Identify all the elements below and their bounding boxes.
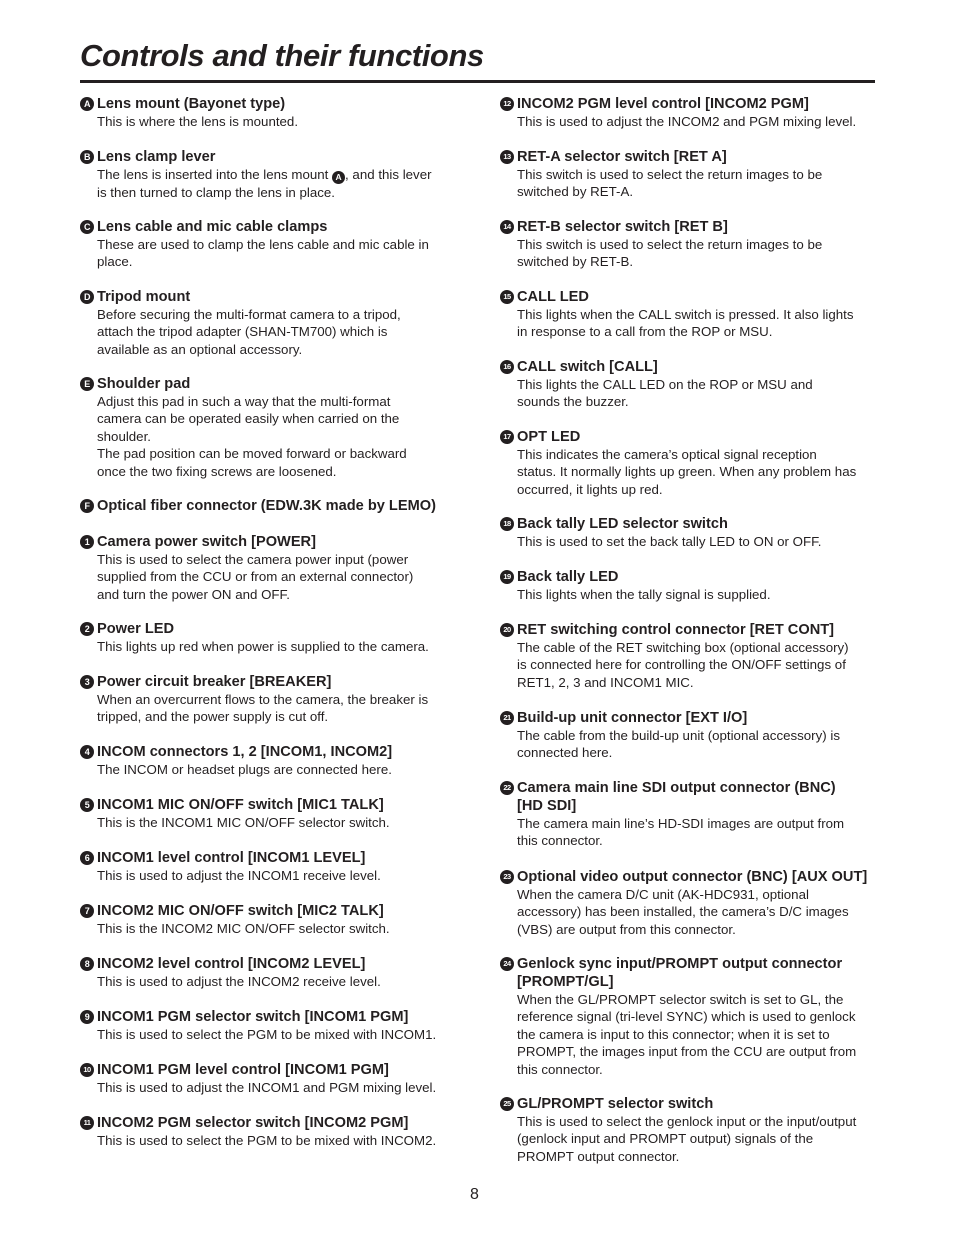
control-heading [500, 568, 885, 586]
control-description: This is used to select the PGM to be mixed with INCOM1. [97, 1027, 437, 1042]
control-heading-text: GL/PROMPT selector switch [517, 1096, 714, 1112]
item-number-badge: 14 [500, 220, 514, 234]
control-heading-text: RET switching control connector [RET CONT] [517, 622, 835, 638]
control-entry [80, 620, 465, 655]
control-heading-text: Power circuit breaker [BREAKER] [97, 674, 332, 690]
control-heading [80, 148, 465, 166]
control-description: The INCOM or headset plugs are connected here. [97, 762, 392, 777]
item-number-badge: 13 [500, 150, 514, 164]
item-number-badge: 6 [80, 851, 94, 865]
control-heading [80, 796, 465, 814]
control-entry [80, 1061, 465, 1096]
control-heading [500, 955, 885, 991]
control-description: This is used to select the PGM to be mixed with INCOM2. [97, 1133, 437, 1148]
control-heading [500, 515, 885, 533]
control-entry [500, 568, 885, 603]
control-entry [80, 1114, 465, 1149]
control-entry [80, 902, 465, 937]
item-number-badge: 2 [80, 622, 94, 636]
item-number-badge: F [80, 499, 94, 513]
item-number-badge: C [80, 220, 94, 234]
item-number-badge: 18 [500, 517, 514, 531]
control-description: This lights the CALL LED on the ROP or MSU and sounds the buzzer. [517, 377, 813, 410]
control-description: When the GL/PROMPT selector switch is set to GL, the reference signal (tri-level SYNC) which is used to genlock the camera is input to this connector; when it is set to PROMPT, the images input from the CCU are output from this connector. [517, 992, 857, 1077]
control-heading-text: Back tally LED selector switch [517, 516, 728, 532]
control-heading [80, 375, 465, 393]
control-entry [500, 95, 885, 130]
control-description: The cable of the RET switching box (optional accessory) is connected here for controlling the ON/OFF settings of RET1, 2, 3 and INCOM1 MIC. [517, 640, 849, 690]
control-description: This switch is used to select the return images to be switched by RET-B. [517, 237, 823, 270]
control-heading-text: INCOM1 level control [INCOM1 LEVEL] [97, 850, 366, 866]
control-heading [500, 868, 885, 886]
control-heading-text: INCOM connectors 1, 2 [INCOM1, INCOM2] [97, 744, 393, 760]
control-heading [80, 497, 465, 515]
item-number-badge: 20 [500, 623, 514, 637]
item-number-badge: 7 [80, 904, 94, 918]
item-number-badge: 19 [500, 570, 514, 584]
control-description: Adjust this pad in such a way that the multi-format camera can be operated easily when carried on the shoulder. The pad position can be moved forward or backward once the two fixing screws are loosened. [97, 394, 407, 479]
control-description: This is used to adjust the INCOM1 receive level. [97, 868, 381, 883]
control-heading-text: INCOM1 PGM level control [INCOM1 PGM] [97, 1062, 389, 1078]
description-text: , and this lever is then turned to clamp the lens in place. [97, 167, 432, 200]
control-entry [80, 673, 465, 726]
control-entry [80, 95, 465, 130]
control-description: This switch is used to select the return images to be switched by RET-A. [517, 167, 823, 200]
control-heading [500, 288, 885, 306]
control-description: This is the INCOM2 MIC ON/OFF selector switch. [97, 921, 390, 936]
item-number-badge: 8 [80, 957, 94, 971]
control-heading [80, 288, 465, 306]
control-heading-text: RET-B selector switch [RET B] [517, 219, 728, 235]
control-heading-text: RET-A selector switch [RET A] [517, 149, 727, 165]
control-heading-text: Optical fiber connector (EDW.3K made by LEMO) [97, 498, 436, 514]
item-number-badge: A [80, 97, 94, 111]
control-description: This lights when the CALL switch is pressed. It also lights in response to a call from the ROP or MSU. [517, 307, 854, 340]
item-number-badge: D [80, 290, 94, 304]
control-heading-text: INCOM1 MIC ON/OFF switch [MIC1 TALK] [97, 797, 384, 813]
control-entry [500, 621, 885, 691]
control-heading [500, 358, 885, 376]
control-description: This is used to adjust the INCOM2 and PGM mixing level. [517, 114, 857, 129]
control-entry [500, 358, 885, 411]
control-entry [500, 428, 885, 498]
item-number-badge: 3 [80, 675, 94, 689]
control-entry [80, 955, 465, 990]
page-number: 8 [470, 1186, 479, 1203]
control-entry [80, 148, 465, 201]
control-heading-text: INCOM2 PGM level control [INCOM2 PGM] [517, 96, 809, 112]
control-entry [80, 218, 465, 271]
control-heading [500, 709, 885, 727]
control-entry [500, 709, 885, 762]
item-number-badge: 10 [80, 1063, 94, 1077]
control-heading-text: INCOM1 PGM selector switch [INCOM1 PGM] [97, 1009, 409, 1025]
control-entry [500, 868, 885, 938]
control-entry [500, 288, 885, 341]
control-heading [80, 902, 465, 920]
title-rule [80, 80, 875, 83]
item-number-badge: 23 [500, 870, 514, 884]
reference-badge: A [332, 171, 345, 184]
control-description: This indicates the camera’s optical signal reception status. It normally lights up green. When any problem has occurred, it lights up red. [517, 447, 857, 497]
control-heading [500, 428, 885, 446]
control-heading-text: OPT LED [517, 429, 581, 445]
item-number-badge: 11 [80, 1116, 94, 1130]
control-description: The camera main line’s HD-SDI images are output from this connector. [517, 816, 845, 849]
control-entry [80, 497, 465, 515]
page-title: Controls and their functions [80, 38, 484, 73]
control-heading-text: Build-up unit connector [EXT I/O] [517, 710, 748, 726]
control-entry [80, 288, 465, 358]
control-description: This is used to adjust the INCOM1 and PGM mixing level. [97, 1080, 437, 1095]
control-entry [80, 743, 465, 778]
control-entry [500, 1095, 885, 1165]
control-description: These are used to clamp the lens cable and mic cable in place. [97, 237, 429, 270]
control-heading [500, 621, 885, 639]
item-number-badge: 9 [80, 1010, 94, 1024]
control-heading-text: INCOM2 level control [INCOM2 LEVEL] [97, 956, 366, 972]
description-text: The lens is inserted into the lens mount [97, 167, 333, 182]
control-description: The cable from the build-up unit (optional accessory) is connected here. [517, 728, 840, 761]
item-number-badge: 16 [500, 360, 514, 374]
control-heading [80, 620, 465, 638]
control-entry [500, 955, 885, 1078]
item-number-badge: 1 [80, 535, 94, 549]
control-heading-text: Back tally LED [517, 569, 619, 585]
control-entry [500, 218, 885, 271]
control-entry [80, 849, 465, 884]
item-number-badge: E [80, 377, 94, 391]
control-description [97, 166, 465, 201]
control-heading-text: Lens mount (Bayonet type) [97, 96, 286, 112]
control-description: This is used to select the camera power input (power supplied from the CCU or from an external connector) and turn the power ON and OFF. [97, 552, 414, 602]
control-heading-text: Shoulder pad [97, 376, 191, 392]
control-heading [80, 673, 465, 691]
control-heading-text: Optional video output connector (BNC) [AUX OUT] [517, 869, 868, 885]
control-entry [500, 779, 885, 850]
control-heading-text: INCOM2 MIC ON/OFF switch [MIC2 TALK] [97, 903, 384, 919]
control-description: This lights when the tally signal is supplied. [517, 587, 771, 602]
control-description: When an overcurrent flows to the camera, the breaker is tripped, and the power supply is cut off. [97, 692, 429, 725]
control-heading [80, 533, 465, 551]
control-heading [500, 218, 885, 236]
control-heading [80, 955, 465, 973]
item-number-badge: 12 [500, 97, 514, 111]
control-entry [80, 533, 465, 603]
control-description: This is the INCOM1 MIC ON/OFF selector switch. [97, 815, 390, 830]
control-heading [500, 1095, 885, 1113]
item-number-badge: 17 [500, 430, 514, 444]
control-entry [80, 796, 465, 831]
control-heading [500, 148, 885, 166]
control-description: This lights up red when power is supplied to the camera. [97, 639, 429, 654]
control-description: This is used to adjust the INCOM2 receive level. [97, 974, 381, 989]
control-heading [80, 95, 465, 113]
control-heading-text: Power LED [97, 621, 175, 637]
item-number-badge: 21 [500, 711, 514, 725]
control-description: When the camera D/C unit (AK-HDC931, optional accessory) has been installed, the camera’s D/C images (VBS) are output from this connector. [517, 887, 849, 937]
control-heading-text: Camera main line SDI output connector (BNC) [HD SDI] [517, 780, 836, 814]
item-number-badge: B [80, 150, 94, 164]
control-heading [80, 1061, 465, 1079]
control-description: Before securing the multi-format camera to a tripod, attach the tripod adapter (SHAN-TM700) which is available as an optional accessory. [97, 307, 401, 357]
item-number-badge: 5 [80, 798, 94, 812]
control-heading-text: Tripod mount [97, 289, 191, 305]
control-heading-text: Lens cable and mic cable clamps [97, 219, 328, 235]
control-heading [500, 779, 885, 815]
item-number-badge: 4 [80, 745, 94, 759]
control-heading-text: CALL switch [CALL] [517, 359, 658, 375]
item-number-badge: 15 [500, 290, 514, 304]
control-heading [80, 1008, 465, 1026]
control-entry [80, 375, 465, 480]
control-description: This is used to set the back tally LED to ON or OFF. [517, 534, 822, 549]
control-description: This is where the lens is mounted. [97, 114, 299, 129]
control-heading [500, 95, 885, 113]
control-entry [500, 148, 885, 201]
control-heading [80, 1114, 465, 1132]
control-heading-text: CALL LED [517, 289, 589, 305]
item-number-badge: 24 [500, 957, 514, 971]
item-number-badge: 22 [500, 781, 514, 795]
control-heading [80, 849, 465, 867]
control-entry [500, 515, 885, 550]
control-entry [80, 1008, 465, 1043]
control-heading-text: Camera power switch [POWER] [97, 534, 316, 550]
control-heading-text: Genlock sync input/PROMPT output connector [PROMPT/GL] [517, 956, 843, 990]
control-description: This is used to select the genlock input or the input/output (genlock input and PROMPT output) signals of the PROMPT output connector. [517, 1114, 857, 1164]
control-heading-text: INCOM2 PGM selector switch [INCOM2 PGM] [97, 1115, 409, 1131]
control-heading [80, 743, 465, 761]
item-number-badge: 25 [500, 1097, 514, 1111]
control-heading-text: Lens clamp lever [97, 149, 216, 165]
control-heading [80, 218, 465, 236]
